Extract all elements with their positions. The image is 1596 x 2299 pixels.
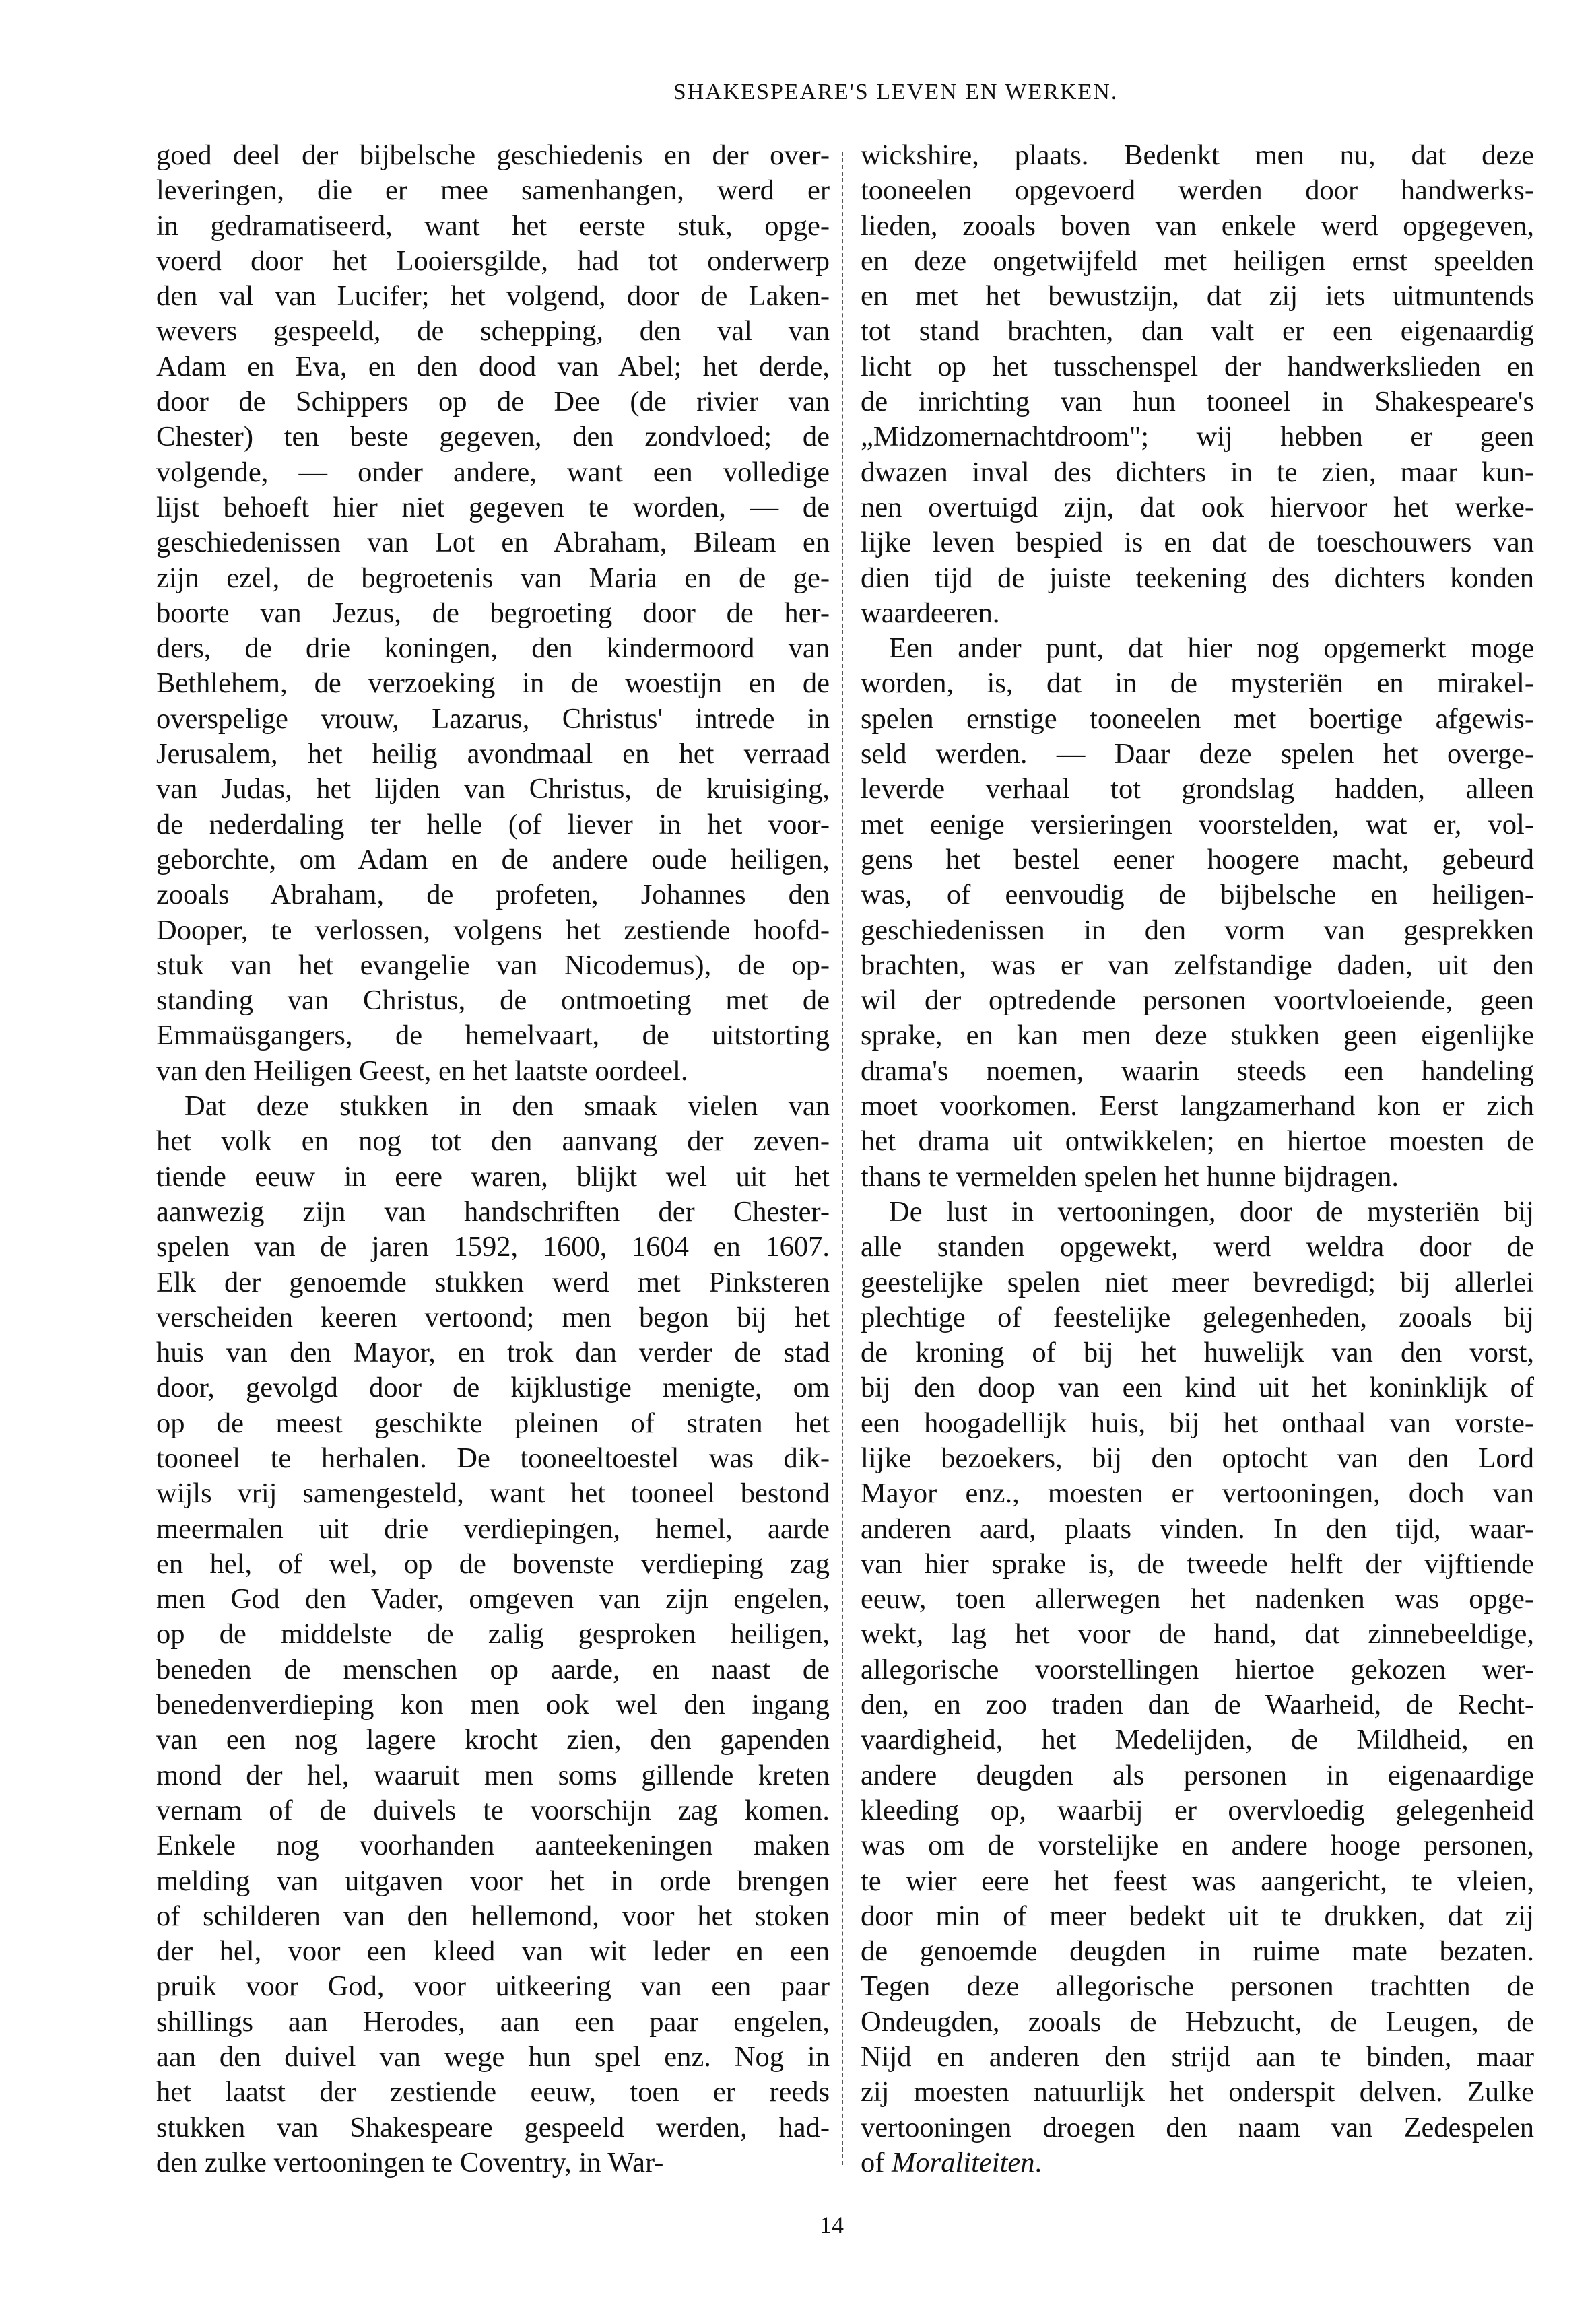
text-line: door min of meer bedekt uit te drukken, dat zij [861,1900,1534,1932]
text-line: de nederdaling ter helle (of liever in het voor- [156,808,830,840]
text-line: aan den duivel van wege hun spel enz. Nog in [156,2041,830,2073]
text-line: een hoogadellijk huis, bij het onthaal van vorste- [861,1407,1534,1439]
text-line: alle standen opgewekt, werd weldra door de [861,1231,1534,1263]
text-line: wijls vrij samengesteld, want het tooneel bestond [156,1477,830,1510]
text-line: op de middelste de zalig gesproken heiligen, [156,1618,830,1651]
text-line: Een ander punt, dat hier nog opgemerkt moge [889,632,1534,665]
left-column [156,138,830,2180]
text-line: brachten, was er van zelfstandige daden, uit den [861,949,1534,981]
text-line: de genoemde deugden in ruime mate bezaten. [861,1935,1534,1968]
text-line: Dat deze stukken in den smaak vielen van [185,1090,830,1123]
text-line: dwazen inval des dichters in te zien, maar kun- [861,456,1534,488]
text-line: Bethlehem, de verzoeking in de woestijn en de [156,667,830,700]
text-line: lijke bezoekers, bij den optocht van den Lord [861,1442,1534,1474]
text-line: spelen van de jaren 1592, 1600, 1604 en 1607. [156,1231,830,1263]
text-line: van een nog lagere krocht zien, den gapenden [156,1724,830,1756]
text-line: in gedramatiseerd, want het eerste stuk, opge- [156,209,830,242]
text-line: met eenige versieringen voorstelden, wat er, vol- [861,808,1534,840]
text-line: stukken van Shakespeare gespeeld werden, had- [156,2111,830,2143]
text-line: vernam of de duivels te voorschijn zag komen. [156,1794,830,1826]
text-line: „Midzomernachtdroom"; wij hebben er geen [861,421,1534,453]
text-line: bij den doop van een kind uit het koninklijk of [861,1372,1534,1404]
text-line: dien tijd de juiste teekening des dichters konden [861,562,1534,594]
text-line: der hel, voor een kleed van wit leder en een [156,1935,830,1968]
text-line: waardeeren. [861,597,1000,629]
text-line: seld werden. — Daar deze spelen het overge- [861,738,1534,770]
text-line: anderen aard, plaats vinden. In den tijd, waar- [861,1512,1534,1545]
right-column [861,138,1534,2180]
text-line: shillings aan Herodes, aan een paar engelen, [156,2005,830,2038]
text-line: zijn ezel, de begroetenis van Maria en de ge- [156,562,830,594]
text-line: verscheiden keeren vertoond; men begon bij het [156,1301,830,1333]
text-line: De lust in vertooningen, door de mysteriën bij [889,1195,1534,1228]
text-line: geestelijke spelen niet meer bevredigd; bij allerlei [861,1266,1534,1298]
italic-term: Moraliteiten [892,2146,1035,2178]
text-line: nen overtuigd zijn, dat ook hiervoor het werke- [861,491,1534,523]
text-line: allegorische voorstellingen hiertoe gekozen wer- [861,1653,1534,1686]
text-line: melding van uitgaven voor het in orde brengen [156,1865,830,1897]
text-line: beneden de menschen op aarde, en naast de [156,1653,830,1686]
running-header: SHAKESPEARE'S LEVEN EN WERKEN. [673,79,1119,104]
text-line: geschiedenissen in den vorm van gesprekken [861,914,1534,946]
text-line: zooals Abraham, de profeten, Johannes den [156,879,830,911]
text-line: tooneelen opgevoerd werden door handwerks- [861,174,1534,207]
text-line: boorte van Jezus, de begroeting door de her- [156,597,830,629]
paragraph [861,1195,1534,2180]
text-line: Chester) ten beste gegeven, den zondvloed; de [156,421,830,453]
text-fragment: of [861,2146,892,2178]
text-line: den, en zoo traden dan de Waarheid, de Recht- [861,1689,1534,1721]
text-line: Ondeugden, zooals de Hebzucht, de Leugen, de [861,2005,1534,2038]
text-line: gens het bestel eener hoogere macht, gebeurd [861,843,1534,875]
text-line: thans te vermelden spelen het hunne bijdragen. [861,1160,1399,1193]
paragraph [861,631,1534,1195]
text-line: lijst behoeft hier niet gegeven te worden, — de [156,491,830,523]
text-line: Jerusalem, het heilig avondmaal en het verraad [156,738,830,770]
text-line: tiende eeuw in eere waren, blijkt wel uit het [156,1160,830,1193]
text-line: ders, de drie koningen, den kindermoord van [156,632,830,665]
text-line: kleeding op, waarbij er overvloedig gelegenheid [861,1794,1534,1826]
text-line: het drama uit ontwikkelen; en hiertoe moesten de [861,1125,1534,1158]
text-line: of schilderen van den hellemond, voor het stoken [156,1900,830,1932]
text-line: door de Schippers op de Dee (de rivier van [156,386,830,418]
text-line: leveringen, die er mee samenhangen, werd er [156,174,830,207]
text-line: drama's noemen, waarin steeds een handeling [861,1055,1534,1087]
text-line: Mayor enz., moesten er vertooningen, doch van [861,1477,1534,1510]
text-line: Enkele nog voorhanden aanteekeningen maken [156,1830,830,1862]
text-line: men God den Vader, omgeven van zijn engelen, [156,1583,830,1615]
page-number: 14 [820,2211,844,2238]
text-line: stuk van het evangelie van Nicodemus), de op- [156,949,830,981]
text-line: goed deel der bijbelsche geschiedenis en der over- [156,139,830,171]
text-line: Elk der genoemde stukken werd met Pinksteren [156,1266,830,1298]
text-line: Adam en Eva, en den dood van Abel; het derde, [156,350,830,382]
text-line: was, of eenvoudig de bijbelsche en heiligen- [861,879,1534,911]
text-line: sprake, en kan men deze stukken geen eigenlijke [861,1020,1534,1052]
text-line: standing van Christus, de ontmoeting met de [156,985,830,1017]
text-line: volgende, — onder andere, want een volledige [156,456,830,488]
text-line: Nijd en anderen den strijd aan te binden, maar [861,2041,1534,2073]
text-line: moet voorkomen. Eerst langzamerhand kon er zich [861,1090,1534,1123]
text-fragment: . [1034,2146,1042,2178]
text-line: tooneel te herhalen. De tooneeltoestel was dik- [156,1442,830,1474]
text-line: spelen ernstige tooneelen met boertige afgewis- [861,702,1534,735]
text-line: voerd door het Looiersgilde, had tot onderwerp [156,244,830,277]
text-line: de inrichting van hun tooneel in Shakespeare's [861,386,1534,418]
text-line: van den Heiligen Geest, en het laatste oordeel. [156,1055,688,1087]
text-line: lijke leven bespied is en dat de toeschouwers van [861,527,1534,559]
paragraph [156,1089,830,2180]
text-line: worden, is, dat in de mysteriën en mirakel- [861,667,1534,700]
text-line: Dooper, te verlossen, volgens het zestiende hoofd- [156,914,830,946]
text-line: den zulke vertooningen te Coventry, in War- [156,2146,664,2178]
text-line: de kroning of bij het huwelijk van den vorst, [861,1337,1534,1369]
text-line: andere deugden als personen in eigenaardige [861,1759,1534,1791]
text-line: plechtige of feestelijke gelegenheden, zooals bij [861,1301,1534,1333]
text-line: pruik voor God, voor uitkeering van een paar [156,1970,830,2003]
text-line: Tegen deze allegorische personen trachtten de [861,1970,1534,2003]
text-line: wil der optredende personen voortvloeiende, geen [861,985,1534,1017]
text-line: door, gevolgd door de kijklustige menigte, om [156,1372,830,1404]
text-line: overspelige vrouw, Lazarus, Christus' intrede in [156,702,830,735]
text-line: van hier sprake is, de tweede helft der vijftiende [861,1547,1534,1580]
text-line: leverde verhaal tot grondslag hadden, alleen [861,773,1534,805]
text-line [861,2145,1534,2180]
column-divider [842,152,843,2165]
text-line: tot stand brachten, dan valt er een eigenaardig [861,315,1534,347]
text-line: en hel, of wel, op de bovenste verdieping zag [156,1547,830,1580]
text-line: huis van den Mayor, en trok dan verder de stad [156,1337,830,1369]
text-line: benedenverdieping kon men ook wel den ingang [156,1689,830,1721]
text-line: geschiedenissen van Lot en Abraham, Bileam en [156,527,830,559]
text-line: wekt, lag het voor de hand, dat zinnebeeldige, [861,1618,1534,1651]
paragraph [156,138,830,1089]
text-line: het volk en nog tot den aanvang der zeven- [156,1125,830,1158]
text-line: op de meest geschikte pleinen of straten het [156,1407,830,1439]
text-line: wickshire, plaats. Bedenkt men nu, dat deze [861,139,1534,171]
text-line: het laatst der zestiende eeuw, toen er reeds [156,2076,830,2108]
text-line: den val van Lucifer; het volgend, door de Laken- [156,280,830,312]
text-line: mond der hel, waaruit men soms gillende kreten [156,1759,830,1791]
text-line: vertooningen droegen den naam van Zedespelen [861,2111,1534,2143]
text-line: geborchte, om Adam en de andere oude heiligen, [156,843,830,875]
text-line: meermalen uit drie verdiepingen, hemel, aarde [156,1512,830,1545]
text-line: vaardigheid, het Medelijden, de Mildheid, en [861,1724,1534,1756]
text-line: wevers gespeeld, de schepping, den val van [156,315,830,347]
text-line: Emmaüsgangers, de hemelvaart, de uitstorting [156,1020,830,1052]
text-line: en met het bewustzijn, dat zij iets uitmuntends [861,280,1534,312]
text-line: en deze ongetwijfeld met heiligen ernst speelden [861,244,1534,277]
text-line: zij moesten natuurlijk het onderspit delven. Zulke [861,2076,1534,2108]
paragraph [861,138,1534,631]
text-line: eeuw, toen allerwegen het nadenken was opge- [861,1583,1534,1615]
text-line: licht op het tusschenspel der handwerkslieden en [861,350,1534,382]
text-line: aanwezig zijn van handschriften der Chester- [156,1195,830,1228]
text-line: van Judas, het lijden van Christus, de kruisiging, [156,773,830,805]
text-line: te wier eere het feest was aangericht, te vleien, [861,1865,1534,1897]
text-line: was om de vorstelijke en andere hooge personen, [861,1830,1534,1862]
text-line: lieden, zooals boven van enkele werd opgegeven, [861,209,1534,242]
